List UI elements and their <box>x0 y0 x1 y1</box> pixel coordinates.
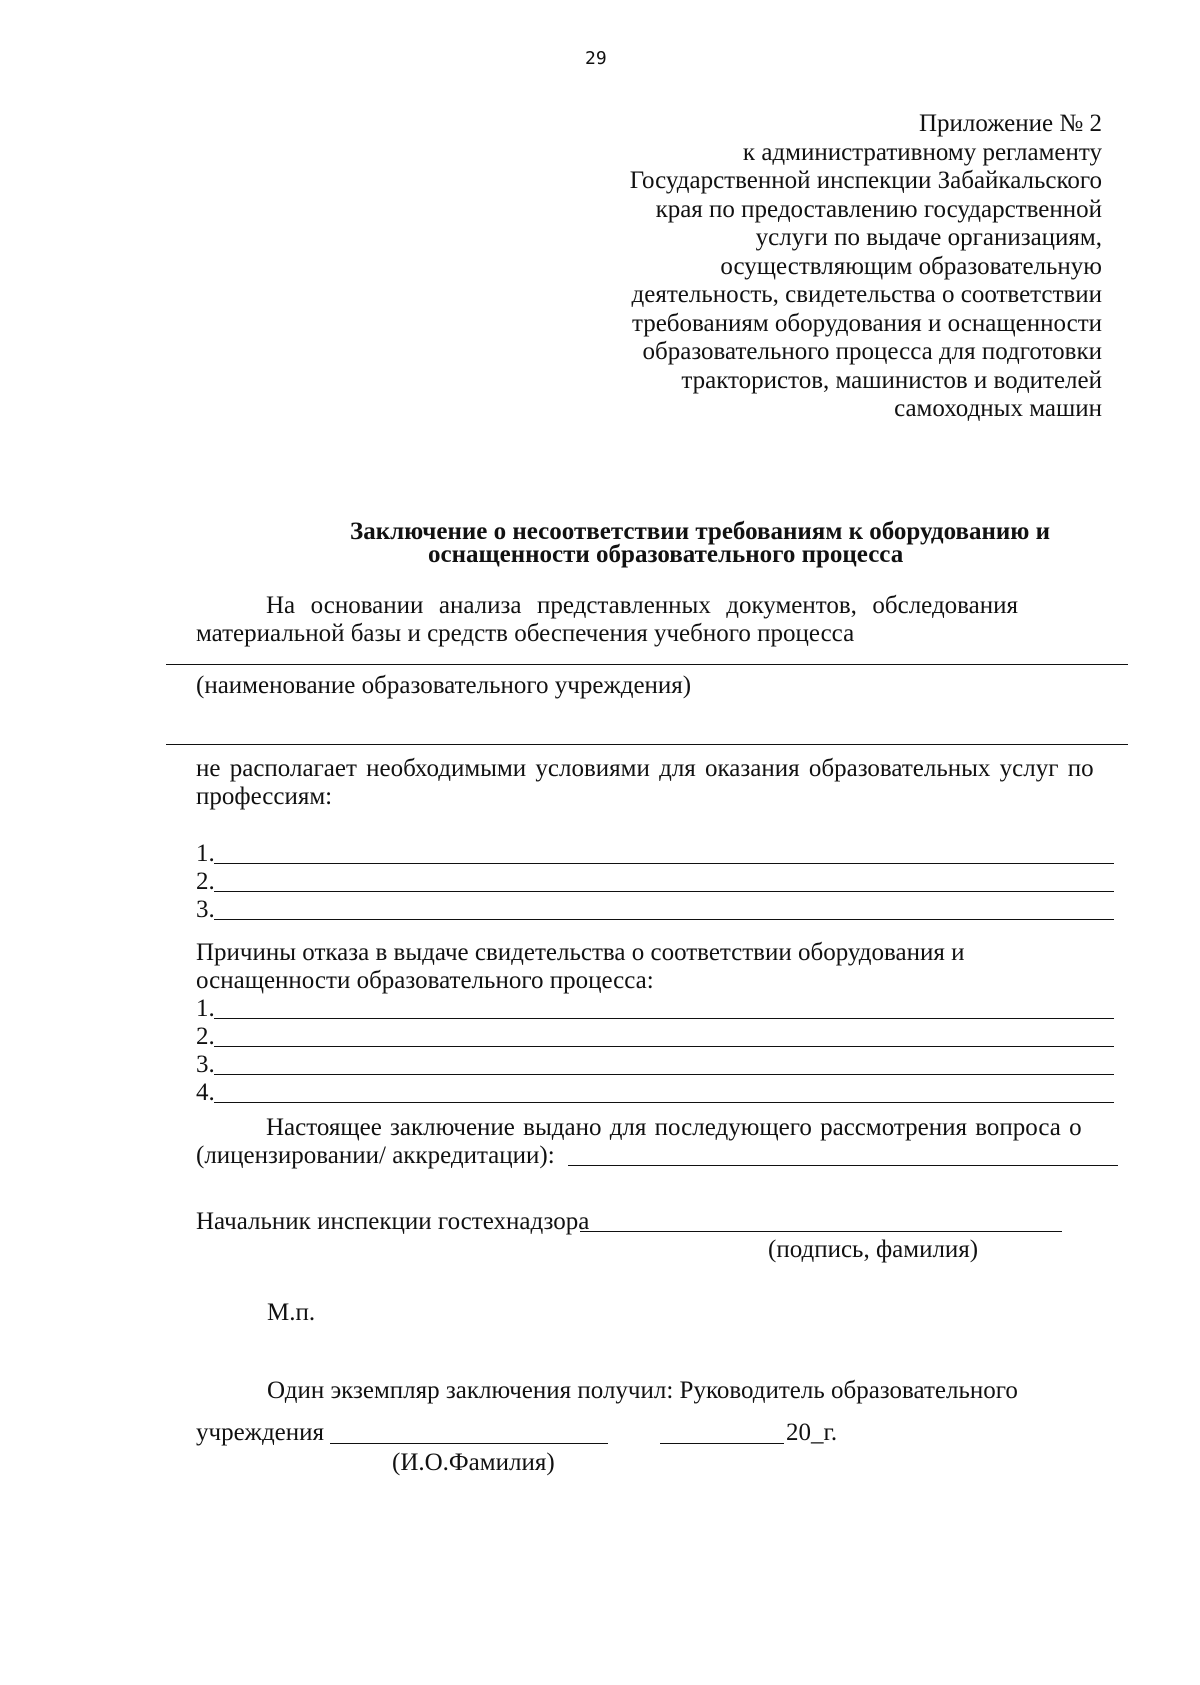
appendix-line: требованиям оборудования и оснащенности <box>631 309 1102 337</box>
profession-row <box>196 840 215 868</box>
receipt-line1: Один экземпляр заключения получил: Руководитель образовательного <box>267 1377 1018 1404</box>
profession-fill-line <box>214 919 1114 920</box>
receipt-date-line <box>660 1443 784 1444</box>
chief-caption: (подпись, фамилия) <box>768 1236 979 1263</box>
appendix-header <box>542 110 1102 424</box>
no-conditions-line2: профессиям: <box>196 783 333 810</box>
appendix-line: трактористов, машинистов и водителей <box>681 366 1102 394</box>
profession-row <box>196 868 215 896</box>
appendix-line: услуги по выдаче организациям, <box>755 224 1102 251</box>
profession-row <box>196 896 215 924</box>
reasons-heading-line2: оснащенности образовательного процесса: <box>196 967 654 994</box>
issued-fill-line <box>568 1165 1118 1166</box>
profession-number: 3. <box>196 896 215 923</box>
issued-line1: Настоящее заключение выдано для последующего рассмотрения вопроса о <box>266 1114 1082 1141</box>
institution-caption: (наименование образовательного учреждения) <box>196 672 692 699</box>
intro-line2: материальной базы и средств обеспечения учебного процесса <box>196 620 855 647</box>
institution-fill-line <box>166 664 1128 665</box>
profession-number: 1. <box>196 840 215 867</box>
reason-row <box>196 1023 215 1051</box>
chief-label: Начальник инспекции гостехнадзора <box>196 1208 590 1235</box>
intro-line1 <box>196 592 1018 620</box>
institution-fill-line-2 <box>166 744 1128 745</box>
chief-signature-line <box>580 1231 1062 1232</box>
intro-words: На основании анализа представленных документов, обследования <box>266 592 1018 619</box>
appendix-line: края по предоставлению государственной <box>655 195 1102 223</box>
appendix-line: к административному регламенту <box>742 138 1102 166</box>
profession-number: 2. <box>196 868 215 895</box>
appendix-line: образовательного процесса для подготовки <box>642 338 1102 365</box>
reasons-heading-line1: Причины отказа в выдаче свидетельства о соответствии оборудования и <box>196 939 965 966</box>
receipt-name-line <box>330 1443 608 1444</box>
appendix-line: деятельность, свидетельства о соответствии <box>631 281 1102 308</box>
issued-line2: (лицензировании/ аккредитации): <box>196 1142 555 1169</box>
stamp-place: М.п. <box>267 1299 316 1326</box>
document-title-line2: оснащенности образовательного процесса <box>428 541 904 568</box>
document-title-line1: Заключение о несоответствии требованиям к оборудованию и <box>350 518 1051 545</box>
no-conditions-line1: не располагает необходимыми условиями для оказания образовательных услуг по <box>196 755 1094 782</box>
appendix-line: Приложение № 2 <box>918 110 1102 137</box>
appendix-line: осуществляющим образовательную <box>720 252 1102 280</box>
reason-number: 3. <box>196 1051 215 1078</box>
receipt-line2-label: учреждения <box>196 1419 325 1446</box>
receipt-date-suffix: 20_г. <box>786 1419 838 1446</box>
page-number: 29 <box>585 48 607 69</box>
profession-fill-line <box>214 891 1114 892</box>
reason-number: 4. <box>196 1079 215 1106</box>
reason-fill-line <box>214 1018 1114 1019</box>
reason-number: 1. <box>196 995 215 1022</box>
intro-indent <box>196 592 266 620</box>
reason-fill-line <box>214 1074 1114 1075</box>
intro-text <box>196 592 1018 620</box>
appendix-line: Государственной инспекции Забайкальского <box>629 167 1102 194</box>
reason-row <box>196 995 215 1023</box>
receipt-caption: (И.О.Фамилия) <box>392 1449 555 1476</box>
reason-row <box>196 1079 215 1107</box>
reason-fill-line <box>214 1102 1114 1103</box>
reason-fill-line <box>214 1046 1114 1047</box>
profession-fill-line <box>214 863 1114 864</box>
appendix-line: самоходных машин <box>894 395 1102 422</box>
reason-number: 2. <box>196 1023 215 1050</box>
reason-row <box>196 1051 215 1079</box>
